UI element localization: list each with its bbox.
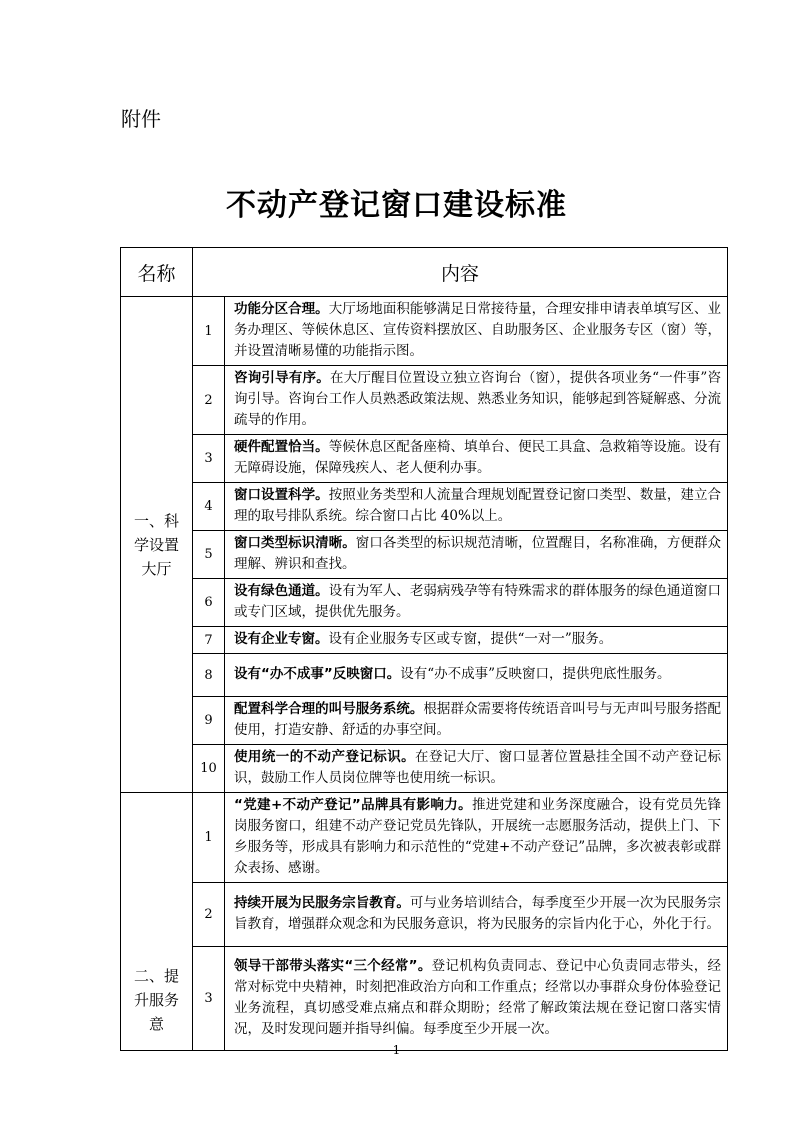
table-row xyxy=(121,947,728,1051)
item-number: 6 xyxy=(193,579,225,627)
item-content xyxy=(225,947,728,1051)
item-text: 可与业务培训结合，每季度至少开展一次为民服务宗旨教育，增强群众观念和为民服务意识，将为民服务的宗旨内化于心，外化于行。 xyxy=(234,895,722,932)
item-number: 2 xyxy=(193,883,225,947)
item-content xyxy=(225,531,728,579)
page-number: 1 xyxy=(392,1043,401,1057)
item-content xyxy=(225,435,728,483)
item-heading: 设有企业专窗。 xyxy=(234,631,329,647)
table-header-row xyxy=(121,248,728,297)
table-row xyxy=(121,483,728,531)
item-number: 9 xyxy=(193,697,225,745)
item-number: 3 xyxy=(193,435,225,483)
item-text: 设有企业服务专区或专窗，提供“一对一”服务。 xyxy=(328,631,613,647)
item-text: 窗口各类型的标识规范清晰，位置醒目，名称准确，方便群众理解、辨识和查找。 xyxy=(234,535,722,572)
item-text: 等候休息区配备座椅、填单台、便民工具盒、急救箱等设施。设有无障碍设施，保障残疾人、老人便利办事。 xyxy=(234,439,722,476)
item-content xyxy=(225,654,728,697)
category-cell: 二、提升服务意 xyxy=(121,793,193,1051)
item-text: 推进党建和业务深度融合，设有党员先锋岗服务窗口，组建不动产登记党员先锋队，开展统一志愿服务活动，提供上门、下乡服务等，形成具有影响力和示范性的“党建+不动产登记”品牌，多次被表彰或群众表扬、感谢。 xyxy=(234,797,721,876)
item-text: 在大厅醒目位置设立独立咨询台（窗），提供各项业务“一件事”咨询引导。咨询台工作人员熟悉政策法规、熟悉业务知识，能够起到答疑解惑、分流疏导的作用。 xyxy=(234,370,721,428)
attachment-label: 附件 xyxy=(121,107,161,131)
table-row xyxy=(121,793,728,883)
item-text: 设有为军人、老弱病残孕等有特殊需求的群体服务的绿色通道窗口或专门区域，提供优先服务。 xyxy=(234,583,722,620)
item-number: 5 xyxy=(193,531,225,579)
table-row xyxy=(121,579,728,627)
item-text: 根据群众需要将传统语音叫号与无声叫号服务搭配使用，打造安静、舒适的办事空间。 xyxy=(234,701,722,738)
item-heading: 持续开展为民服务宗旨教育。 xyxy=(234,895,410,911)
item-content xyxy=(225,483,728,531)
table-row xyxy=(121,697,728,745)
item-content xyxy=(225,697,728,745)
document-title: 不动产登记窗口建设标准 xyxy=(226,188,567,223)
item-number: 2 xyxy=(193,366,225,435)
header-content: 内容 xyxy=(193,248,728,297)
item-number: 1 xyxy=(193,793,225,883)
table-row xyxy=(121,366,728,435)
item-text: 大厅场地面积能够满足日常接待量，合理安排申请表单填写区、业务办理区、等候休息区、宣传资料摆放区、自助服务区、企业服务专区（窗）等，并设置清晰易懂的功能指示图。 xyxy=(234,301,722,359)
table-row xyxy=(121,297,728,366)
table-row xyxy=(121,435,728,483)
item-heading: “党建+不动产登记”品牌具有影响力。 xyxy=(234,797,472,813)
item-content xyxy=(225,627,728,654)
item-number: 3 xyxy=(193,947,225,1051)
item-number: 4 xyxy=(193,483,225,531)
item-heading: 设有绿色通道。 xyxy=(234,583,329,599)
item-text: 登记机构负责同志、登记中心负责同志带头，经常对标党中央精神，时刻把准政治方向和工作重点；经常以办事群众身份体验登记业务流程，真切感受难点痛点和群众期盼；经常了解政策法规在登记窗口落实情况，及时发现问题并指导纠偏。每季度至少开展一次。 xyxy=(234,958,721,1037)
item-number: 7 xyxy=(193,627,225,654)
item-text: 按照业务类型和人流量合理规划配置登记窗口类型、数量，建立合理的取号排队系统。综合窗口占比 40%以上。 xyxy=(234,487,722,524)
item-heading: 使用统一的不动产登记标识。 xyxy=(234,749,416,765)
item-content xyxy=(225,745,728,793)
header-name: 名称 xyxy=(121,248,193,297)
standards-table xyxy=(120,247,728,1051)
item-text: 设有“办不成事”反映窗口，提供兜底性服务。 xyxy=(400,666,671,682)
item-text: 在登记大厅、窗口显著位置悬挂全国不动产登记标识，鼓励工作人员岗位牌等也使用统一标识。 xyxy=(234,749,722,786)
item-content xyxy=(225,883,728,947)
category-cell: 一、科学设置大厅 xyxy=(121,297,193,793)
table-row xyxy=(121,531,728,579)
item-content xyxy=(225,297,728,366)
table-row xyxy=(121,654,728,697)
item-heading: 窗口类型标识清晰。 xyxy=(234,535,356,551)
item-heading: 窗口设置科学。 xyxy=(234,487,329,503)
item-number: 10 xyxy=(193,745,225,793)
item-heading: 设有“办不成事”反映窗口。 xyxy=(234,666,401,682)
item-content xyxy=(225,793,728,883)
item-heading: 领导干部带头落实“三个经常”。 xyxy=(234,958,432,974)
item-content xyxy=(225,579,728,627)
item-heading: 咨询引导有序。 xyxy=(234,370,330,386)
table-row xyxy=(121,627,728,654)
table-row xyxy=(121,883,728,947)
item-heading: 配置科学合理的叫号服务系统。 xyxy=(234,701,424,717)
item-heading: 功能分区合理。 xyxy=(234,301,329,317)
item-number: 8 xyxy=(193,654,225,697)
table-row xyxy=(121,745,728,793)
item-number: 1 xyxy=(193,297,225,366)
item-content xyxy=(225,366,728,435)
item-heading: 硬件配置恰当。 xyxy=(234,439,329,455)
